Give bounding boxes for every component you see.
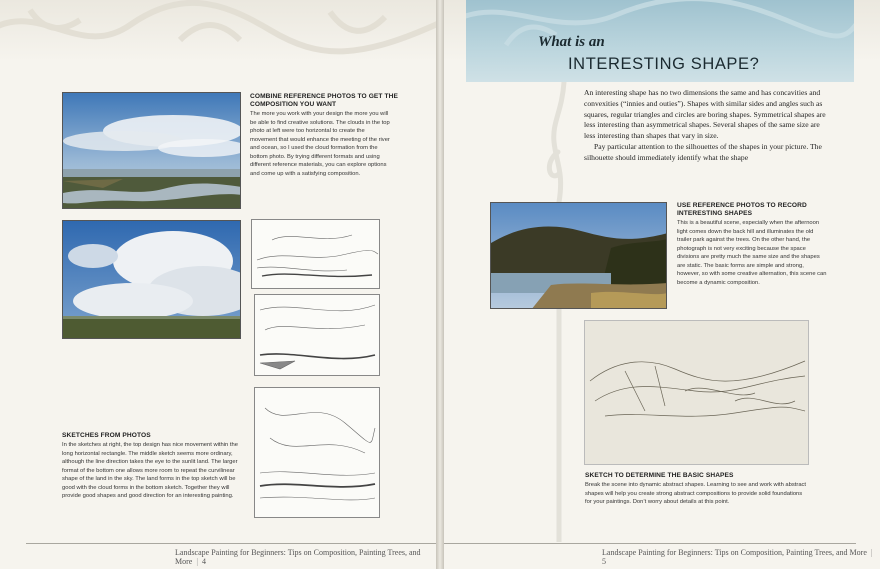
right-page	[444, 0, 880, 569]
caption-body-basic-shapes: Break the scene into dynamic abstract shapes. Learning to see and work with abstract shapes will help you create strong abstract compositions to provide solid foundations for your paintings. Don’t worry about details at this point.	[585, 482, 807, 506]
caption-body-combine: The more you work with your design the more you will be able to find creative solutions. The clouds in the top photo at left were too horizontal to create the movement that would enhance the meeting of the river and ocean, so I used the cloud formation from the bottom photo. By trying different formats and using different reference materials, you can explore options and come up with a satisfying composition.	[250, 111, 390, 178]
left-page	[0, 0, 436, 569]
caption-title-sketches: SKETCHES FROM PHOTOS	[62, 432, 151, 439]
footer-rule	[26, 543, 436, 544]
swirl-ornament-icon	[0, 0, 436, 62]
page-number: 5	[602, 557, 606, 566]
page-number: 4	[201, 557, 206, 566]
caption-title-record: USE REFERENCE PHOTOS TO RECORD INTERESTING SHAPES	[677, 202, 807, 218]
hills-beach-photo	[490, 202, 667, 309]
book-gutter	[436, 0, 444, 569]
clouds-photo	[62, 220, 241, 339]
heading-line2: INTERESTING SHAPE?	[568, 55, 760, 73]
footer-right	[602, 548, 880, 566]
body-paragraph: An interesting shape has no two dimensions the same and has concavities and convexities (“innies and outies”). Shapes with similar sides and angles such as squares, regular triangles and circles are boring shapes. Symmetrical shapes are less interesting than asymmetrical shapes. Several shapes of the same size are less interesting than shapes that vary in size.	[584, 88, 826, 141]
caption-title-combine: COMBINE REFERENCE PHOTOS TO GET THE COMPOSITION YOU WANT	[250, 93, 398, 109]
caption-body-sketches: In the sketches at right, the top design has nice movement within the long horizontal rectangle. The middle sketch seems more ordinary, although the line direction takes the eye to the sunlit land. The larger format of the bottom one allows more room to repeat the curvilinear shape of the land in the sky. The land forms in the top sketch will be good with the cloud forms in the bottom sketch. Together they will provide good shapes and good direction for an interesting painting.	[62, 442, 238, 500]
heading-line1: What is an	[538, 34, 605, 50]
footer-book-title: Landscape Painting for Beginners: Tips on Composition, Painting Trees, and More	[602, 548, 867, 557]
body-text	[584, 88, 832, 163]
river-ocean-photo	[62, 92, 241, 209]
body-paragraph: Pay particular attention to the silhouettes of the shapes in your picture. The silhouette should immediately identify what the shape	[584, 141, 822, 162]
sketch-middle	[254, 294, 380, 376]
footer-separator: |	[196, 557, 198, 566]
header-ornament	[0, 0, 436, 62]
footer-book-title: Landscape Painting for Beginners: Tips on Composition, Painting Trees, and More	[175, 548, 421, 566]
vine-ornament-icon	[544, 82, 574, 542]
sketch-bottom	[254, 387, 380, 518]
basic-shapes-sketch	[584, 320, 809, 465]
footer-left	[175, 548, 436, 566]
caption-title-basic-shapes: SKETCH TO DETERMINE THE BASIC SHAPES	[585, 472, 734, 479]
footer-separator: |	[870, 548, 873, 557]
sketch-top	[251, 219, 380, 289]
caption-body-record: This is a beautiful scene, especially when the afternoon light comes down the back hill and illuminates the old trailer park against the trees. On the other hand, the photograph is not very exciting because the space divisions are pretty much the same size and the shapes are static. The basic forms are simple and strong, however, so with some creative alternation, this scene can become a dynamic composition.	[677, 220, 827, 287]
footer-rule	[444, 543, 856, 544]
heading-banner	[466, 0, 854, 82]
